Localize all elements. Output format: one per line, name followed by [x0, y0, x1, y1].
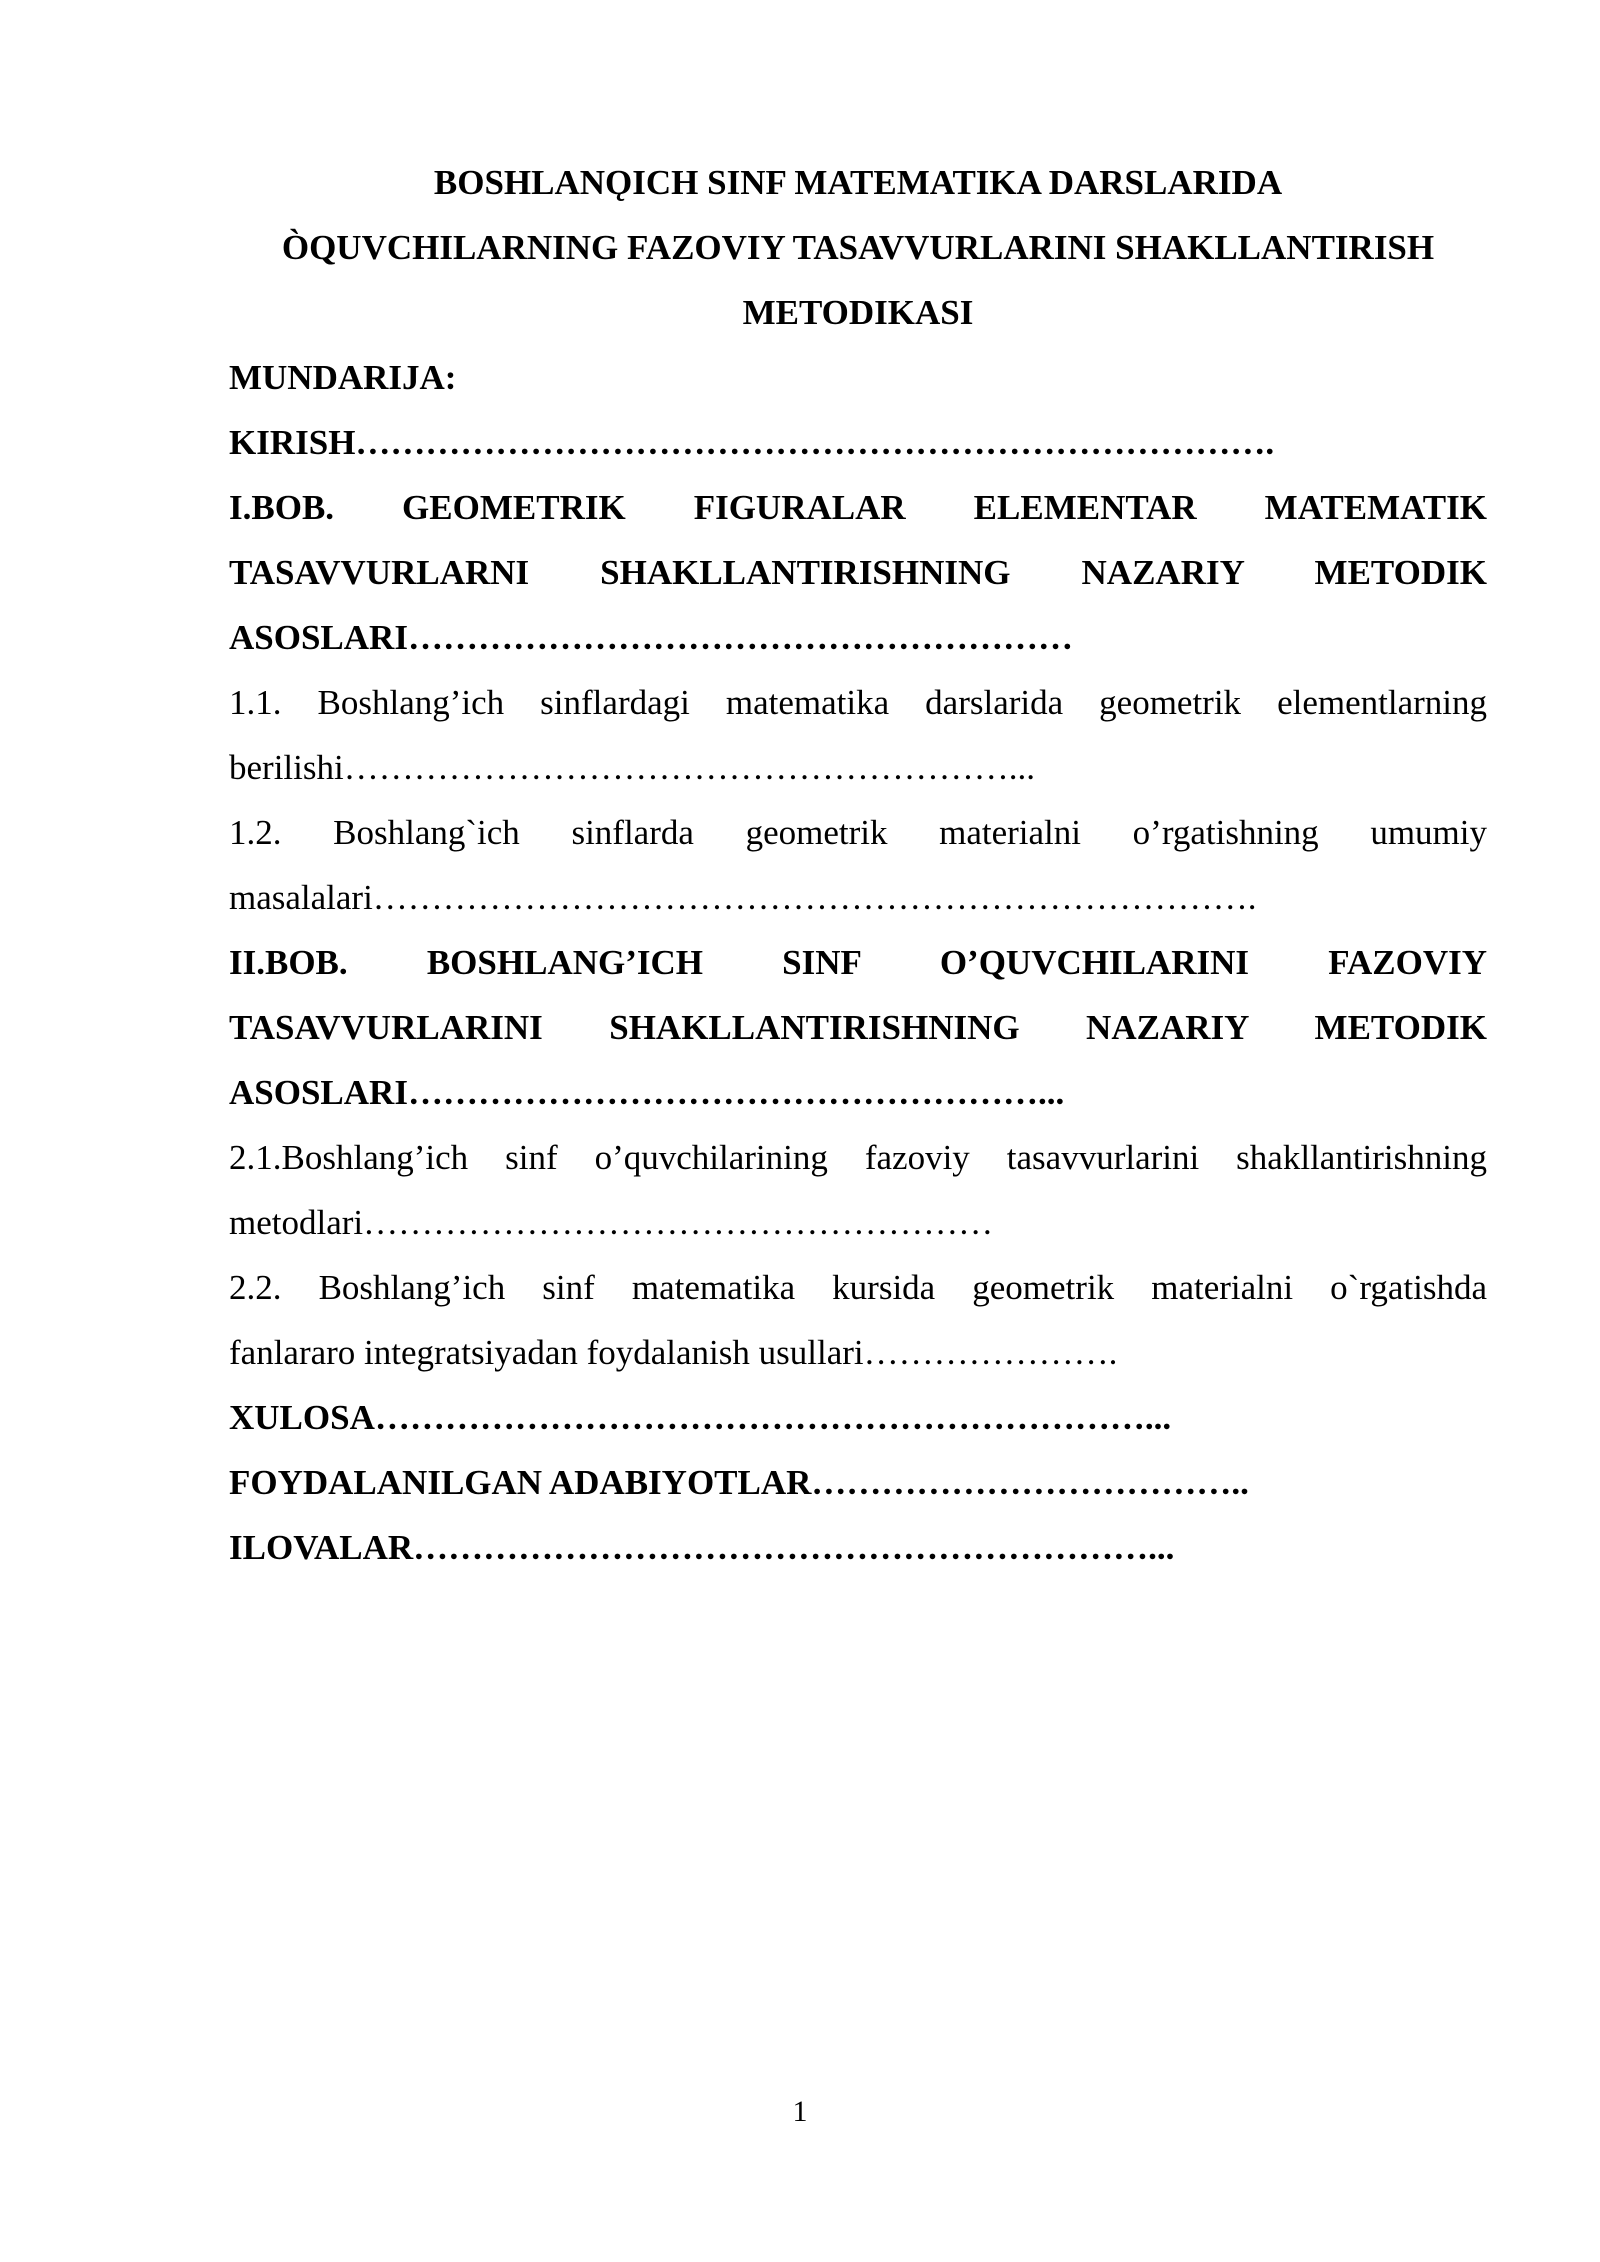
toc-entry-section-1-1-line-1: 1.1. Boshlang’ich sinflardagi matematika darslarida geometrik elementlarning — [229, 683, 1487, 722]
toc-entry-section-2-1-line-1: 2.1.Boshlang’ich sinf o’quvchilarining fazoviy tasavvurlarini shakllantirishning — [229, 1138, 1487, 1177]
toc-entry-kirish: KIRISH……………………………………………………………………. — [229, 423, 1275, 462]
toc-entry-xulosa: XULOSA…………………………………………………………... — [229, 1398, 1172, 1437]
toc-entry-chapter-2-line-3: ASOSLARI………………………………………………... — [229, 1073, 1065, 1112]
toc-entry-chapter-2-line-1: II.BOB. BOSHLANG’ICH SINF O’QUVCHILARINI FAZOVIY — [229, 943, 1487, 982]
toc-entry-section-1-2-line-2: masalalari…………………………………………………………………. — [229, 878, 1257, 917]
toc-entry-section-2-2-line-1: 2.2. Boshlang’ich sinf matematika kursida geometrik materialni o`rgatishda — [229, 1268, 1487, 1307]
page-content — [229, 150, 1487, 1580]
toc-entry-chapter-1-line-3: ASOSLARI………………………………………………… — [229, 618, 1073, 657]
toc-entry-chapter-2-line-2: TASAVVURLARINI SHAKLLANTIRISHNING NAZARIY METODIK — [229, 1008, 1487, 1047]
toc-entry-adabiyotlar: FOYDALANILGAN ADABIYOTLAR……………………………….. — [229, 1463, 1249, 1502]
document-title-line-3: METODIKASI — [742, 293, 974, 332]
toc-entry-section-2-2-line-2: fanlararo integratsiyadan foydalanish usullari…………………. — [229, 1333, 1118, 1372]
toc-entry-section-1-1-line-2: berilishi…………………………………………………... — [229, 748, 1035, 787]
toc-entry-section-2-1-line-2: metodlari……………………………………………… — [229, 1203, 994, 1242]
document-title-line-1: BOSHLANǪICH SINF MATEMATIKA DARSLARIDA — [433, 163, 1283, 202]
toc-entry-ilovalar: ILOVALAR………………………………………………………... — [229, 1528, 1175, 1567]
toc-entry-chapter-1-line-2: TASAVVURLARNI SHAKLLANTIRISHNING NAZARIY METODIK — [229, 553, 1487, 592]
page-number: 1 — [792, 2095, 808, 2128]
toc-entry-chapter-1-line-1: I.BOB. GEOMETRIK FIGURALAR ELEMENTAR MATEMATIK — [229, 488, 1487, 527]
toc-heading: MUNDARIJA: — [229, 358, 457, 397]
toc-entry-section-1-2-line-1: 1.2. Boshlang`ich sinflarda geometrik materialni o’rgatishning umumiy — [229, 813, 1487, 852]
document-title-line-2: ÒQUVCHILARNING FAZOVIY TASAVVURLARINI SHAKLLANTIRISH — [281, 228, 1435, 267]
